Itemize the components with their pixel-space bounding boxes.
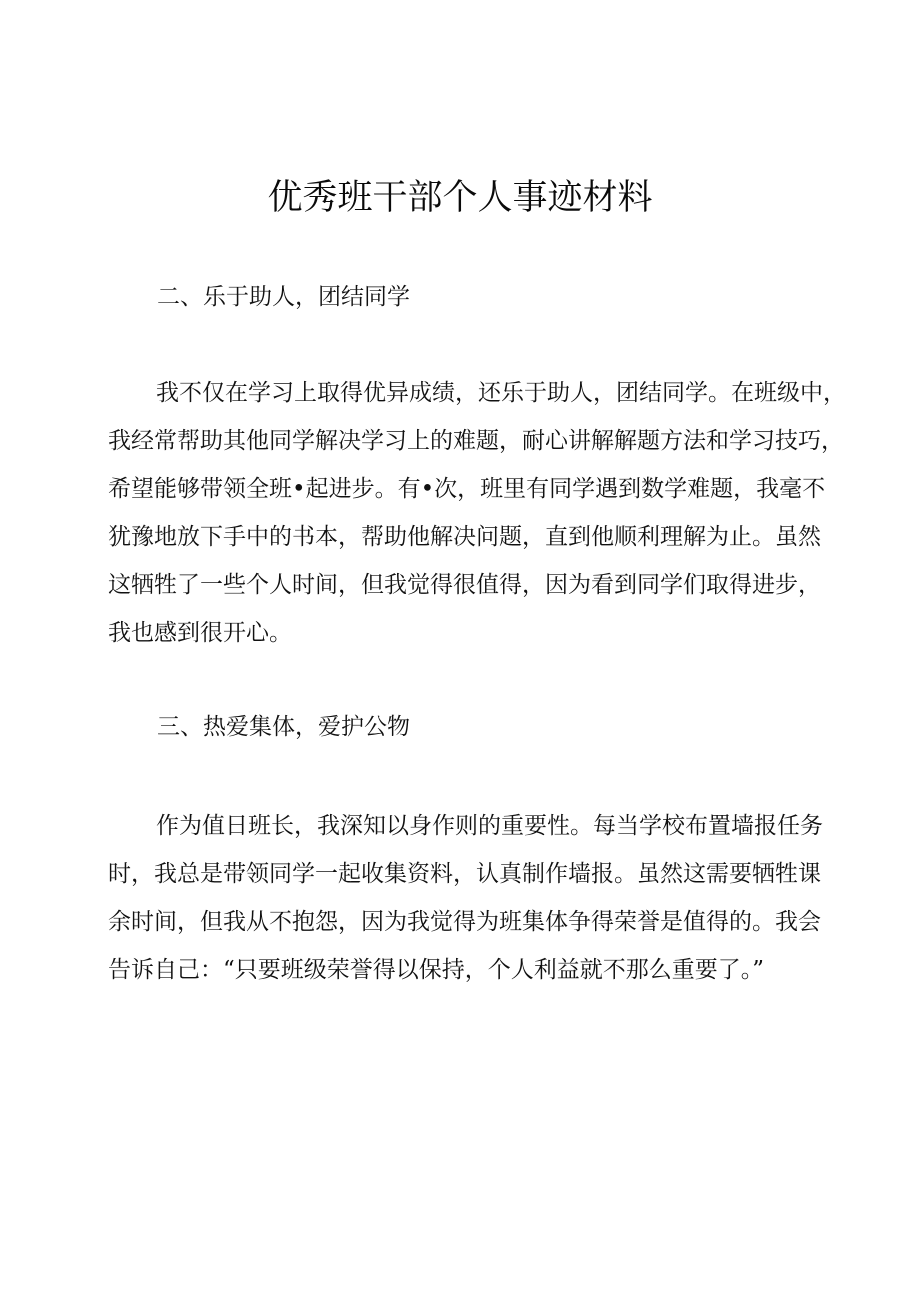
- paragraph-line: 我经常帮助其他同学解决学习上的难题，耐心讲解解题方法和学习技巧，: [108, 428, 844, 454]
- paragraph-line: 时，我总是带领同学一起收集资料，认真制作墙报。虽然这需要牺牲课: [108, 861, 821, 887]
- section-heading-helping-others: 二、乐于助人，团结同学: [157, 284, 410, 310]
- paragraph-line: 告诉自己：“只要班级荣誉得以保持，个人利益就不那么重要了。”: [108, 957, 765, 983]
- section-heading-love-collective: 三、热爱集体，爱护公物: [157, 714, 410, 740]
- paragraph-line: 我不仅在学习上取得优异成绩，还乐于助人，团结同学。在班级中，: [156, 380, 846, 406]
- paragraph-line: 余时间，但我从不抱怨，因为我觉得为班集体争得荣誉是值得的。我会: [108, 909, 821, 935]
- paragraph-line: 作为值日班长，我深知以身作则的重要性。每当学校布置墙报任务: [156, 813, 823, 839]
- paragraph-line: 我也感到很开心。: [108, 620, 292, 646]
- section-paragraph-love-collective: [108, 802, 828, 994]
- document-title: 优秀班干部个人事迹材料: [267, 178, 653, 218]
- paragraph-line: 希望能够带领全班•起进步。有•次，班里有同学遇到数学难题，我毫不: [108, 476, 826, 502]
- section-paragraph-helping-others: [108, 369, 846, 657]
- paragraph-line: 这牺牲了一些个人时间，但我觉得很值得，因为看到同学们取得进步，: [108, 572, 821, 598]
- paragraph-line: 犹豫地放下手中的书本，帮助他解决问题，直到他顺利理解为止。虽然: [108, 524, 821, 550]
